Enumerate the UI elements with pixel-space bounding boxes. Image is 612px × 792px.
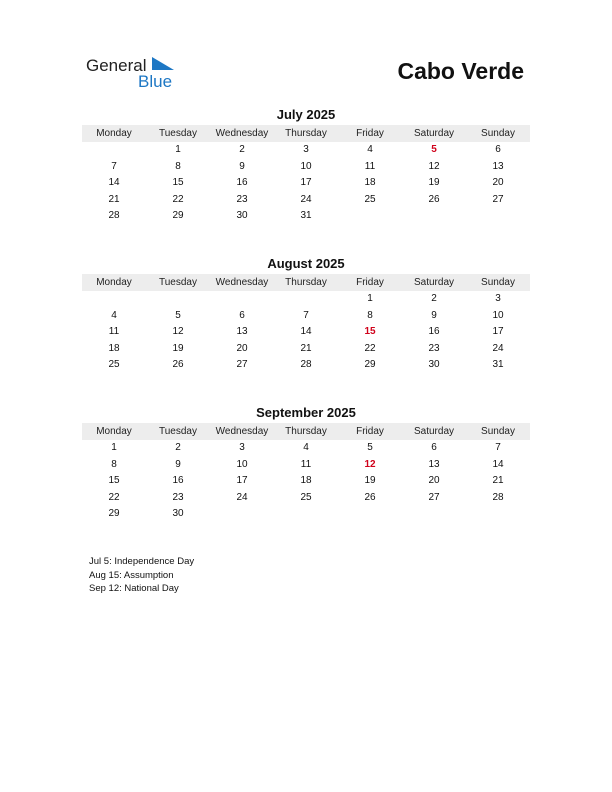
week-row [82, 506, 530, 523]
holiday-day-cell: 15 [364, 326, 376, 337]
weekday-label: Monday [96, 426, 132, 437]
day-cell: 22 [108, 491, 120, 503]
day-cell: 3 [239, 442, 245, 453]
week-row [82, 159, 530, 176]
day-cell: 27 [492, 193, 504, 205]
weekday-label: Tuesday [159, 426, 197, 437]
weekday-label: Monday [96, 277, 132, 288]
day-cell: 25 [300, 491, 312, 503]
day-cell: 13 [236, 326, 248, 337]
day-cell: 8 [175, 160, 181, 172]
day-cell: 24 [492, 342, 504, 354]
day-cell: 10 [300, 160, 312, 172]
day-cell: 24 [236, 491, 248, 503]
weekday-label: Friday [356, 426, 384, 437]
logo-triangle-icon [152, 57, 174, 70]
day-cell: 31 [492, 359, 504, 370]
day-cell: 17 [300, 177, 312, 188]
weekday-label: Friday [356, 277, 384, 288]
day-cell [274, 506, 338, 523]
day-cell: 21 [108, 193, 120, 205]
day-cell: 2 [175, 442, 181, 453]
day-cell: 7 [495, 442, 501, 453]
weekday-label: Wednesday [215, 128, 269, 139]
day-cell: 1 [175, 144, 181, 155]
day-cell: 12 [428, 160, 440, 172]
day-cell: 19 [428, 177, 440, 188]
logo-text-blue: Blue [138, 72, 173, 91]
day-cell: 3 [495, 293, 501, 304]
week-row [82, 324, 530, 341]
logo-text-general: General [86, 56, 147, 75]
day-cell [402, 208, 466, 225]
weekday-label: Saturday [413, 128, 455, 139]
week-row [82, 357, 530, 374]
day-cell: 19 [364, 475, 376, 486]
day-cell: 13 [428, 458, 440, 470]
day-cell: 6 [239, 309, 245, 321]
day-cell: 13 [492, 160, 504, 172]
week-row [82, 291, 530, 308]
day-cell: 27 [236, 359, 248, 370]
day-cell: 26 [172, 359, 184, 370]
day-cell: 9 [175, 458, 181, 470]
day-cell: 26 [364, 491, 376, 503]
day-cell: 10 [492, 309, 504, 321]
day-cell: 25 [364, 193, 376, 205]
day-cell [466, 208, 530, 225]
weekday-label: Thursday [285, 426, 327, 437]
day-cell: 18 [300, 475, 312, 486]
week-row [82, 308, 530, 325]
day-cell: 9 [239, 160, 245, 172]
day-cell: 30 [428, 359, 440, 370]
weekday-label: Thursday [285, 128, 327, 139]
day-cell: 1 [111, 442, 117, 453]
day-cell: 26 [428, 193, 440, 205]
day-cell: 11 [108, 326, 120, 337]
day-cell: 14 [108, 177, 120, 188]
day-cell [338, 506, 402, 523]
week-row [82, 142, 530, 159]
weekday-label: Sunday [481, 277, 515, 288]
day-cell: 14 [300, 326, 312, 337]
day-cell: 18 [364, 177, 376, 188]
day-cell: 23 [172, 491, 184, 503]
day-cell: 16 [172, 475, 184, 486]
day-cell: 28 [108, 210, 120, 221]
day-cell: 23 [236, 193, 248, 205]
day-cell: 15 [172, 177, 184, 188]
day-cell: 12 [172, 326, 184, 337]
day-cell: 17 [236, 475, 248, 486]
day-cell: 20 [236, 342, 248, 354]
day-cell: 22 [364, 342, 376, 354]
weekday-label: Tuesday [159, 128, 197, 139]
day-cell: 19 [172, 342, 184, 354]
month-title: July 2025 [276, 107, 336, 122]
day-cell: 20 [428, 475, 440, 486]
day-cell [210, 506, 274, 523]
month-title: August 2025 [267, 256, 345, 271]
day-cell: 8 [367, 309, 373, 321]
country-title: Cabo Verde [397, 58, 524, 84]
day-cell: 16 [428, 326, 440, 337]
day-cell: 2 [239, 144, 245, 155]
week-row [82, 457, 530, 474]
weekday-label: Sunday [481, 426, 515, 437]
day-cell: 10 [236, 458, 248, 470]
day-cell: 30 [172, 508, 184, 519]
day-cell: 6 [495, 144, 501, 155]
holiday-day-cell: 5 [431, 144, 437, 155]
weekday-label: Wednesday [215, 426, 269, 437]
day-cell: 4 [303, 442, 309, 453]
holiday-day-cell: 12 [364, 458, 376, 470]
day-cell: 2 [431, 293, 437, 304]
day-cell: 8 [111, 458, 117, 470]
day-cell: 27 [428, 491, 440, 503]
day-cell: 6 [431, 442, 437, 453]
weekday-label: Saturday [413, 426, 455, 437]
day-cell [338, 208, 402, 225]
day-cell: 7 [111, 160, 117, 172]
weekday-label: Tuesday [159, 277, 197, 288]
day-cell: 28 [300, 359, 312, 370]
holiday-note: Sep 12: National Day [89, 583, 179, 594]
month-block [82, 107, 530, 225]
day-cell: 15 [108, 475, 120, 486]
day-cell: 29 [364, 359, 376, 370]
day-cell: 14 [492, 458, 504, 470]
day-cell: 5 [367, 442, 373, 453]
week-row [82, 175, 530, 192]
day-cell: 11 [364, 160, 376, 172]
day-cell: 9 [431, 309, 437, 321]
day-cell: 17 [492, 326, 504, 337]
day-cell: 11 [300, 458, 312, 470]
week-row [82, 490, 530, 507]
day-cell: 30 [236, 210, 248, 221]
day-cell: 20 [492, 177, 504, 188]
day-cell [210, 291, 274, 308]
weekday-header-row [82, 125, 530, 142]
holiday-note: Aug 15: Assumption [89, 569, 174, 581]
month-block [82, 405, 530, 523]
day-cell: 29 [108, 508, 120, 519]
day-cell [274, 291, 338, 308]
weekday-label: Friday [356, 128, 384, 139]
day-cell: 16 [236, 177, 248, 188]
day-cell: 21 [300, 342, 312, 354]
week-row [82, 192, 530, 209]
day-cell: 23 [428, 342, 440, 354]
week-row [82, 473, 530, 490]
holiday-note: Jul 5: Independence Day [89, 556, 195, 567]
day-cell: 5 [175, 309, 181, 321]
holiday-notes [89, 555, 194, 596]
weekday-header-row [82, 274, 530, 291]
day-cell: 31 [300, 210, 312, 221]
day-cell: 21 [492, 475, 504, 486]
weekday-header-row [82, 423, 530, 440]
generalblue-logo [86, 56, 186, 92]
day-cell: 29 [172, 210, 184, 221]
day-cell: 25 [108, 359, 120, 370]
day-cell: 28 [492, 491, 504, 503]
week-row [82, 208, 530, 225]
weekday-label: Sunday [481, 128, 515, 139]
week-row [82, 341, 530, 358]
day-cell: 7 [303, 309, 309, 321]
day-cell: 18 [108, 342, 120, 354]
day-cell: 4 [111, 309, 117, 321]
day-cell [82, 142, 146, 159]
week-row [82, 440, 530, 457]
day-cell: 1 [367, 293, 373, 304]
day-cell [146, 291, 210, 308]
day-cell [466, 506, 530, 523]
day-cell: 22 [172, 193, 184, 205]
weekday-label: Saturday [413, 277, 455, 288]
day-cell: 3 [303, 144, 309, 155]
weekday-label: Thursday [285, 277, 327, 288]
day-cell: 4 [367, 144, 373, 155]
weekday-label: Monday [96, 128, 132, 139]
day-cell: 24 [300, 193, 312, 205]
day-cell [82, 291, 146, 308]
weekday-label: Wednesday [215, 277, 269, 288]
month-block [82, 256, 530, 374]
month-title: September 2025 [256, 405, 356, 420]
day-cell [402, 506, 466, 523]
